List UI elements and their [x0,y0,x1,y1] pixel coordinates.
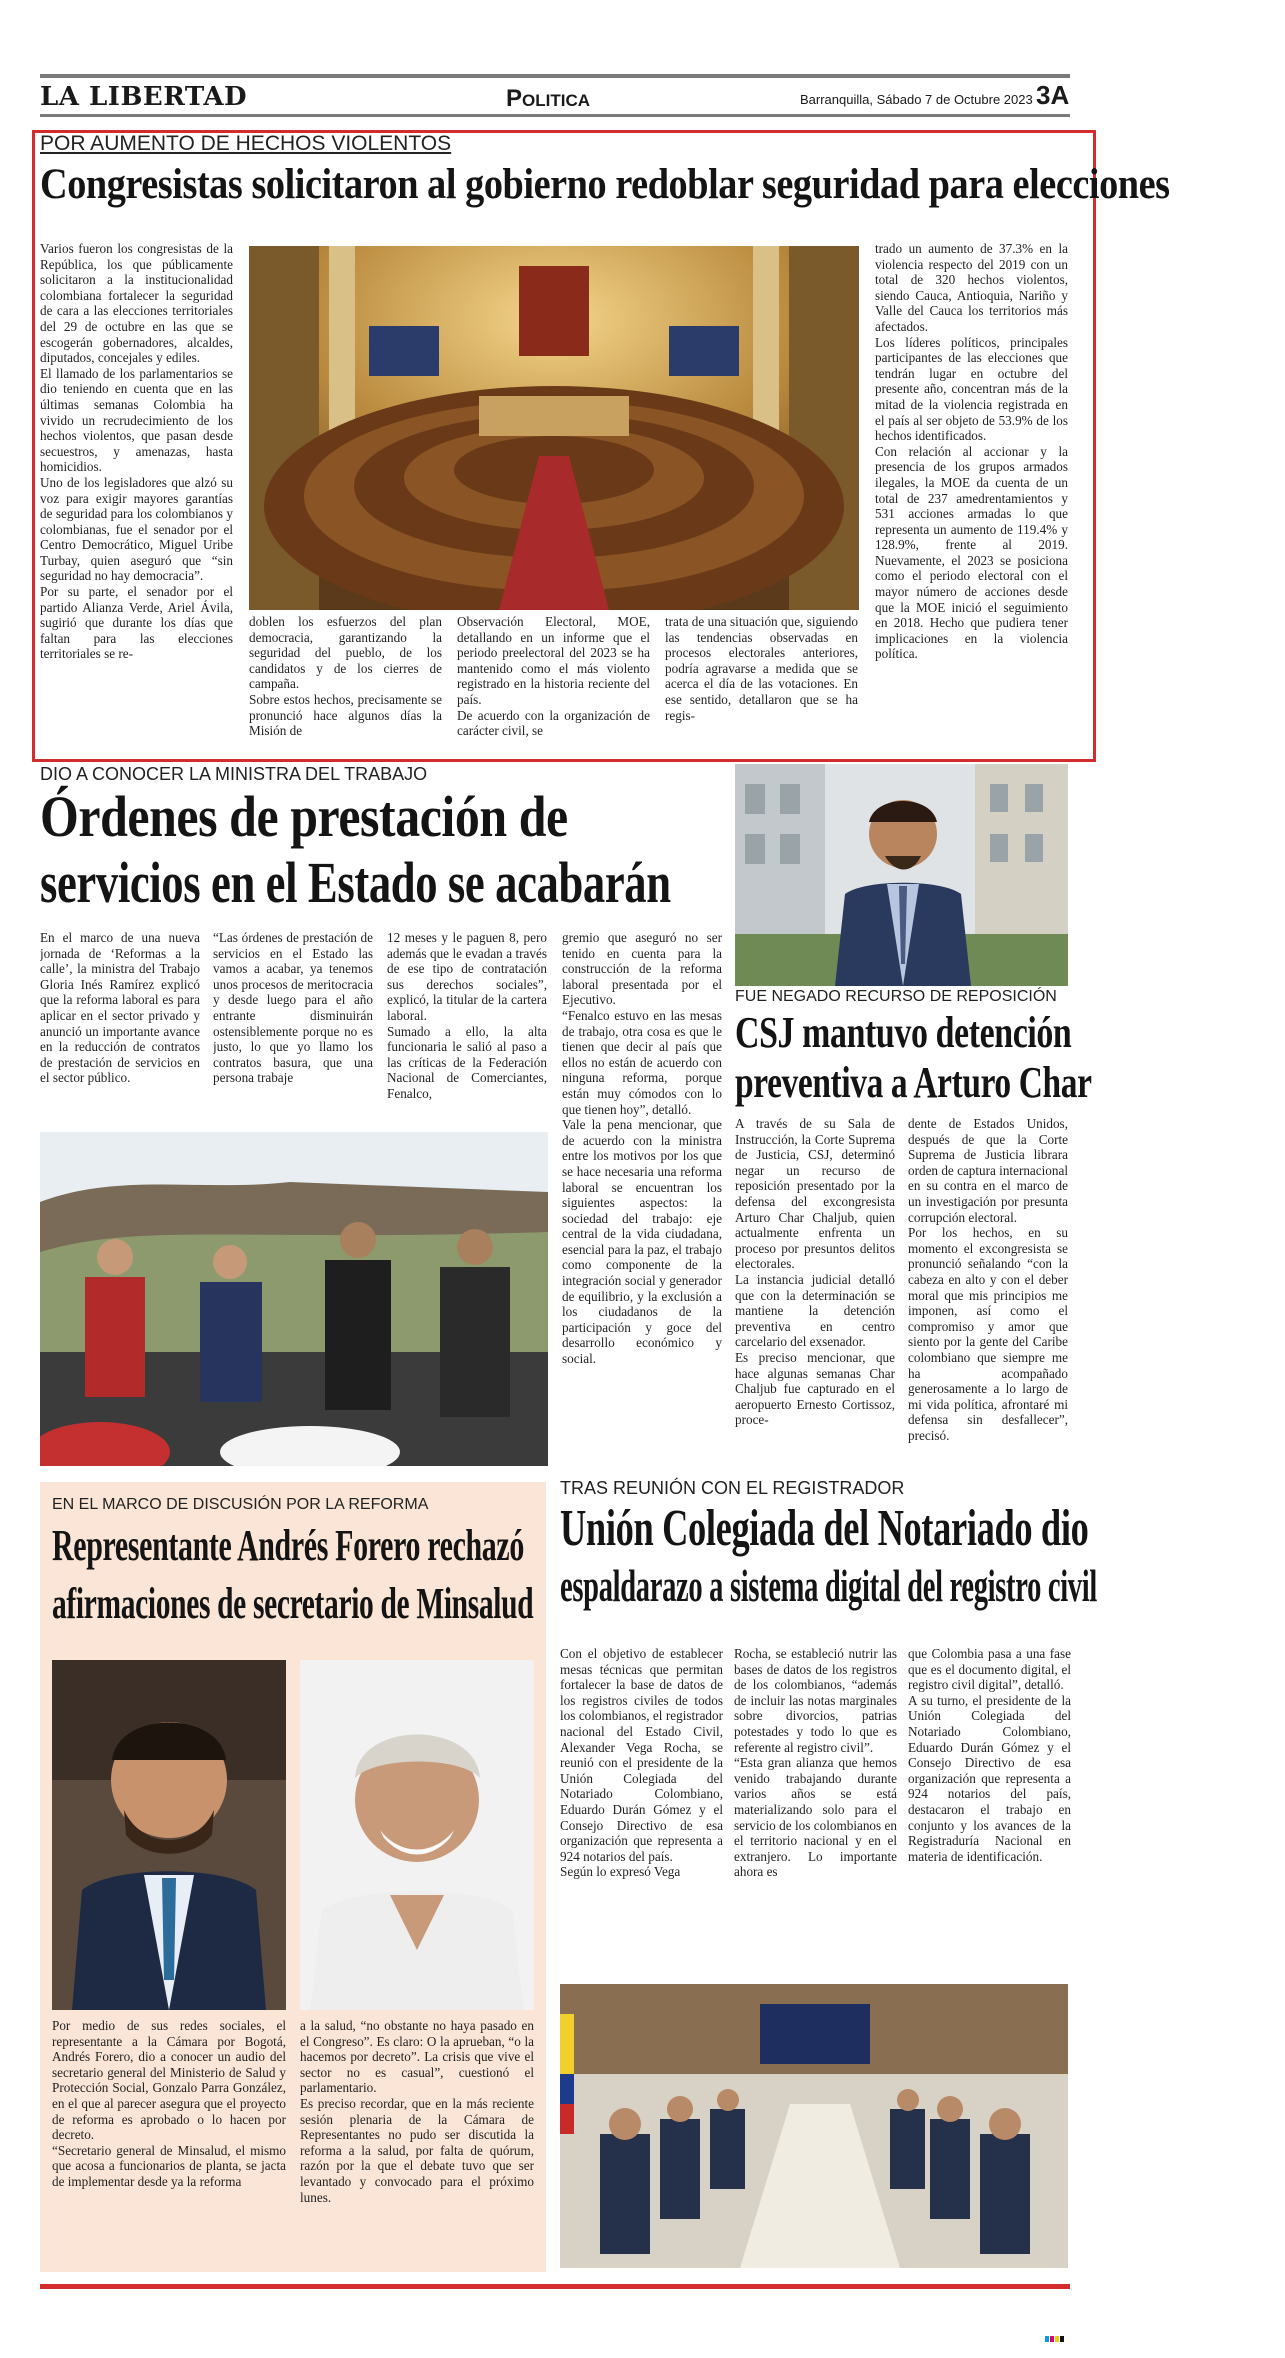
notariado-meeting-photo [560,1984,1068,2268]
page-number: 3A [1036,80,1070,110]
ministra-event-photo [40,1132,548,1466]
andres-forero-photo [52,1660,286,2010]
story1-column-2: doblen los esfuerzos del plan democracia, garantizando la seguridad del pueblo, de los candidatos y de los cierres de campaña. Sobre estos hechos, precisamente se pronunció hace algunos días la Misión de [249,614,442,739]
story4-kicker: EN EL MARCO DE DISCUSIÓN POR LA REFORMA [52,1496,429,1513]
story3-headline-line1: CSJ mantuvo detención [735,1008,1072,1057]
footer-red-rule [40,2284,1070,2289]
ministra-portrait-photo [735,764,1068,986]
masthead: LA LIBERTAD [40,82,248,112]
story1-column-4: trata de una situación que, siguiendo las tendencias observadas en procesos electorales anteriores, podría agravarse a medida que se acerca el día de las votaciones. En ese sentido, detallaron que se ha regis- [665,614,858,723]
story1-headline: Congresistas solicitaron al gobierno redoblar seguridad para elecciones [40,161,1170,208]
header-top-rule [40,74,1070,78]
story1-column-5: trado un aumento de 37.3% en la violencia respecto del 2019 con un total de 320 hechos violentos, siendo Cauca, Antioquia, Nariño y Valle del Cauca los territorios más afectados. Los líderes políticos, principales participantes de las elecciones que tendrán lugar en octubre del presente año, concentran más de la mitad de la violencia registrada en el país al ser objeto de 53.9% de los hechos identificados. Con relación al accionar y la presencia de los grupos armados ilegales, la MOE da cuenta de un total de 237 amedrentamientos y 531 acciones armadas lo que representa un aumento de 119.4% y 128.9%, frente al 2019. Nuevamente, el 2023 se posiciona como el periodo electoral con el mayor número de acciones desde que la MOE inició el seguimiento en 2018. Hecho que pudiera tener implicaciones en la violencia política. [875,241,1068,662]
story3-kicker: FUE NEGADO RECURSO DE REPOSICIÓN [735,988,1057,1005]
story5-column-1: Con el objetivo de establecer mesas técnicas que permitan fortalecer la base de datos de los registros civiles de todos los colombianos, el registrador nacional del Estado Civil, Alexander Vega Rocha, se reunió con el presidente de la Unión Colegiada del Notariado Colombiano, Eduardo Durán Gómez y el Consejo Directivo de esa organización que representa a 924 notarios del país. Según lo expresó Vega [560,1646,723,1880]
story2-column-1: En el marco de una nueva jornada de ‘Reformas a la calle’, la ministra del Trabajo Gloria Inés Ramírez explicó que la reforma laboral es para aplicar en el sector privado y anunció un importante avance en la reducción de contratos de prestación de servicios en el sector público. [40,930,200,1086]
story2-headline-line2: servicios en el Estado se acabarán [40,850,671,915]
story3-headline-line2: preventiva a Arturo Char [735,1058,1092,1107]
story5-column-3: que Colombia pasa a una fase que es el documento digital, el registro civil digital”, detalló. A su turno, el presidente de la Unión Colegiada del Notariado Colombiano, Eduardo Durán Gómez y el Consejo Directivo de esa organización que representa a 924 notarios del país, destacaron el trabajo en conjunto y los avances de la Registraduría Nacional en materia de identificación. [908,1646,1071,1864]
story5-kicker: TRAS REUNIÓN CON EL REGISTRADOR [560,1478,905,1498]
story3-column-2: dente de Estados Unidos, después de que la Corte Suprema de Justicia librara orden de captura internacional en su contra en el marco de un investigación por presunta corrupción electoral. Por los hechos, en su momento el excongresista se pronunció señalando “con la cabeza en alto y con el deber moral que mis principios me imponen, así como el compromiso y amor que siento por la gente del Caribe colombiano que siempre me ha acompañado generosamente a lo largo de mi vida política, afrontaré mi defensa sin desfallecer”, precisó. [908,1116,1068,1443]
story5-column-2: Rocha, se estableció nutrir las bases de datos de los registros de los colombianos, “además de incluir las notas marginales sobre divorcios, patrias potestades y todo lo que es referente al registro civil”. “Esta gran alianza que hemos venido trabajando durante varios años se está materializando solo para el servicio de los colombianos en el territorio nacional y en el extranjero. Lo importante ahora es [734,1646,897,1880]
story4-column-1: Por medio de sus redes sociales, el representante a la Cámara por Bogotá, Andrés Forero, dio a conocer un audio del secretario general del Ministerio de Salud y Protección Social, Gonzalo Parra González, en el que al parecer asegura que el proyecto de reforma es aprobado o lo hacen por decreto. “Secretario general de Minsalud, el mismo que acosa a funcionarios de planta, se jacta de implementar desde ya la reforma [52,2018,286,2189]
story2-column-2: “Las órdenes de prestación de servicios en el Estado las vamos a acabar, ya tenemos unos procesos de meritocracia y desde luego para el año entrante disminuirán ostensiblemente porque no es justo, lo que yo llamo los contratos basura, que una persona trabaje [213,930,373,1086]
story3-column-1: A través de su Sala de Instrucción, la Corte Suprema de Justicia, CSJ, determinó negar un recurso de reposición presentado por la defensa del excongresista Arturo Char Chaljub, quien actualmente enfrenta un proceso por presuntos delitos electorales. La instancia judicial detalló que con la determinación se mantiene la detención preventiva en centro carcelario del exsenador. Es preciso mencionar, que hace algunas semanas Char Chaljub fue capturado en el aeropuerto Ernesto Cortissoz, proce- [735,1116,895,1428]
story2-kicker: DIO A CONOCER LA MINISTRA DEL TRABAJO [40,764,428,784]
congress-chamber-photo [249,246,859,610]
gonzalo-parra-photo [300,1660,534,2010]
dateline: Barranquilla, Sábado 7 de Octubre 2023 [800,92,1033,107]
story1-kicker: POR AUMENTO DE HECHOS VIOLENTOS [40,132,452,155]
story4-headline-line2: afirmaciones de secretario de Minsalud [52,1579,534,1628]
story4-headline-line1: Representante Andrés Forero rechazó [52,1521,524,1570]
story2-column-3: 12 meses y le paguen 8, pero además que le evadan a través de ese tipo de contratación sus derechos sociales”, explicó, la titular de la cartera laboral. Sumado a ello, la alta funcionaria le salió al paso a las críticas de la Federación Nacional de Comerciantes, Fenalco, [387,930,547,1101]
story2-headline-line1: Órdenes de prestación de [40,784,568,849]
cmyk-registration-mark [1045,2336,1065,2344]
story4-column-2: a la salud, “no obstante no haya pasado en el Congreso”. Es claro: O la aprueban, “o la hacemos por decreto”. La crisis que vive el sector no es casual”, cuestionó el parlamentario. Es preciso recordar, que en la más reciente sesión plenaria de la Cámara de Representantes no pudo ser discutida la reforma a la salud, por falta de quórum, razón por la que el debate tuvo que ser levantado y convocado para el próximo lunes. [300,2018,534,2205]
story1-column-1: Varios fueron los congresistas de la República, los que públicamente solicitaron a la institucionalidad colombiana fortalecer la seguridad de cara a las elecciones territoriales del 29 de octubre en las que se escogerán gobernadores, alcaldes, diputados, concejales y ediles. El llamado de los parlamentarios se dio teniendo en cuenta que en las últimas semanas Colombia ha vivido un recrudecimiento de los hechos violentos, que pasan desde secuestros, y amenazas, hasta homicidios. Uno de los legisladores que alzó su voz para exigir mayores garantías de seguridad para los colombianos y colombianas, fue el senador por el Centro Democrático, Miguel Uribe Turbay, quien aseguró que “sin seguridad no hay democracia”. Por su parte, el senador por el partido Alianza Verde, Ariel Ávila, sugirió que durante los días que faltan para las elecciones territoriales se re- [40,241,233,662]
section-name: Politica [506,85,590,112]
story2-column-4: gremio que aseguró no ser tenido en cuenta para la construcción de la reforma laboral presentada por el Ejecutivo. “Fenalco estuvo en las mesas de trabajo, otra cosa es que le tienen que decir al país que ellos no están de acuerdo con ninguna reforma, porque están muy cómodos con lo que tienen hoy”, detalló. Vale la pena mencionar, que de acuerdo con la ministra entre los motivos por los que se hace necesaria una reforma laboral se encuentran los siguientes aspectos: la sociedad del trabajo: eje central de la vida ciudadana, esencial para la paz, el trabajo como componente de la integración social y generador de equilibrio, y la exclusión a los ciudadanos de la participación y goce del desarrollo económico y social. [562,930,722,1367]
header-bottom-rule [40,114,1070,117]
story5-headline-line1: Unión Colegiada del Notariado dio [560,1500,1089,1557]
story5-headline-line2: espaldarazo a sistema digital del registro civil [560,1560,1097,1611]
story1-column-3: Observación Electoral, MOE, detallando en un informe que el periodo preelectoral del 2023 se ha mantenido como el más violento registrado en la historia reciente del país. De acuerdo con la organización de carácter civil, se [457,614,650,739]
